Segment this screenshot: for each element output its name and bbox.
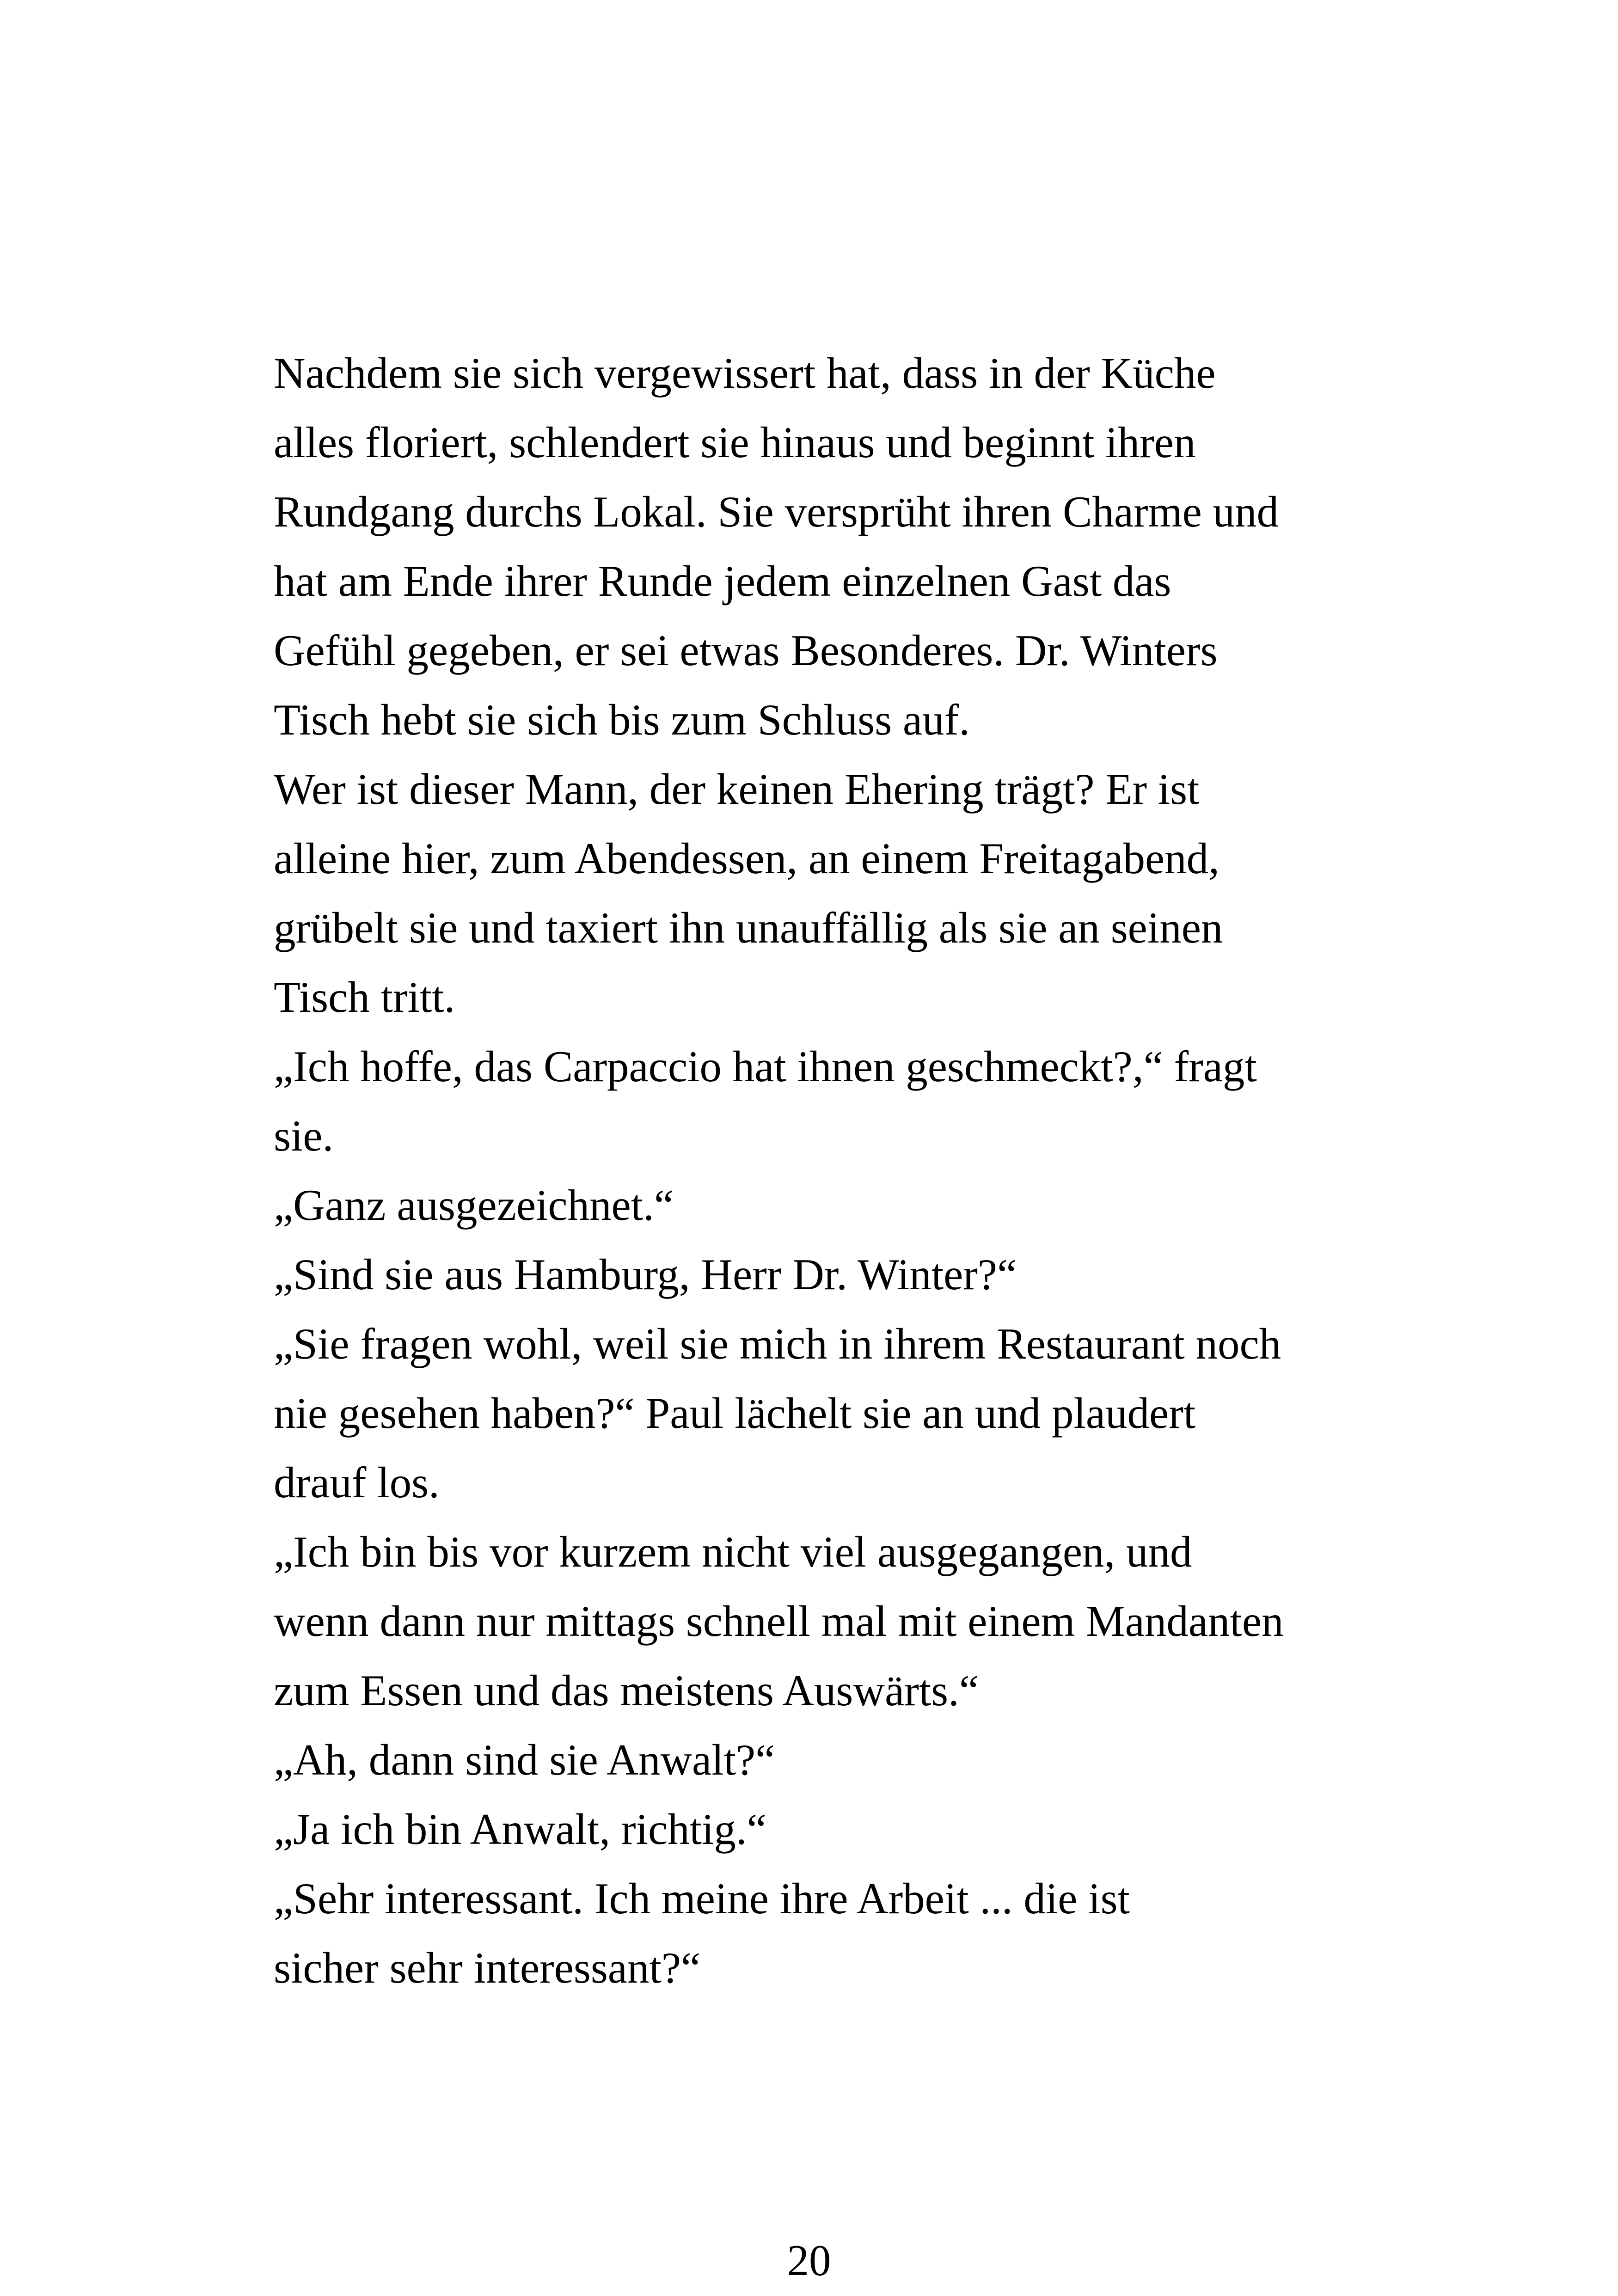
text-line: Gefühl gegeben, er sei etwas Besonderes. Dr. Winters	[274, 626, 1218, 675]
text-line: „Ich hoffe, das Carpaccio hat ihnen geschmeckt?,“ fragt	[274, 1042, 1257, 1091]
text-line: „Ganz ausgezeichnet.“	[274, 1181, 674, 1230]
text-line: nie gesehen haben?“ Paul lächelt sie an und plaudert	[274, 1389, 1196, 1438]
text-line: „Ah, dann sind sie Anwalt?“	[274, 1735, 775, 1784]
text-line: Tisch hebt sie sich bis zum Schluss auf.	[274, 695, 970, 744]
text-line: alleine hier, zum Abendessen, an einem Freitagabend,	[274, 834, 1220, 883]
text-line: wenn dann nur mittags schnell mal mit einem Mandanten	[274, 1597, 1284, 1646]
text-line: „Sehr interessant. Ich meine ihre Arbeit ... die ist	[274, 1874, 1130, 1923]
body-text	[274, 338, 1383, 2002]
text-line: sicher sehr interessant?“	[274, 1943, 701, 1992]
text-line: Tisch tritt.	[274, 973, 455, 1022]
text-line: hat am Ende ihrer Runde jedem einzelnen Gast das	[274, 557, 1171, 606]
text-line: „Sie fragen wohl, weil sie mich in ihrem Restaurant noch	[274, 1319, 1281, 1368]
text-line: drauf los.	[274, 1458, 440, 1507]
text-line: Wer ist dieser Mann, der keinen Ehering trägt? Er ist	[274, 765, 1200, 814]
text-line: „Ja ich bin Anwalt, richtig.“	[274, 1805, 766, 1854]
text-line: Rundgang durchs Lokal. Sie versprüht ihren Charme und	[274, 487, 1279, 536]
text-line: grübelt sie und taxiert ihn unauffällig als sie an seinen	[274, 903, 1223, 952]
text-line: „Sind sie aus Hamburg, Herr Dr. Winter?“	[274, 1250, 1017, 1299]
text-line: sie.	[274, 1111, 334, 1160]
text-line: Nachdem sie sich vergewissert hat, dass in der Küche	[274, 349, 1216, 398]
text-line: alles floriert, schlendert sie hinaus und beginnt ihren	[274, 418, 1196, 467]
text-line: „Ich bin bis vor kurzem nicht viel ausgegangen, und	[274, 1527, 1192, 1576]
page-number: 20	[787, 2236, 831, 2285]
text-line: zum Essen und das meistens Auswärts.“	[274, 1666, 979, 1715]
